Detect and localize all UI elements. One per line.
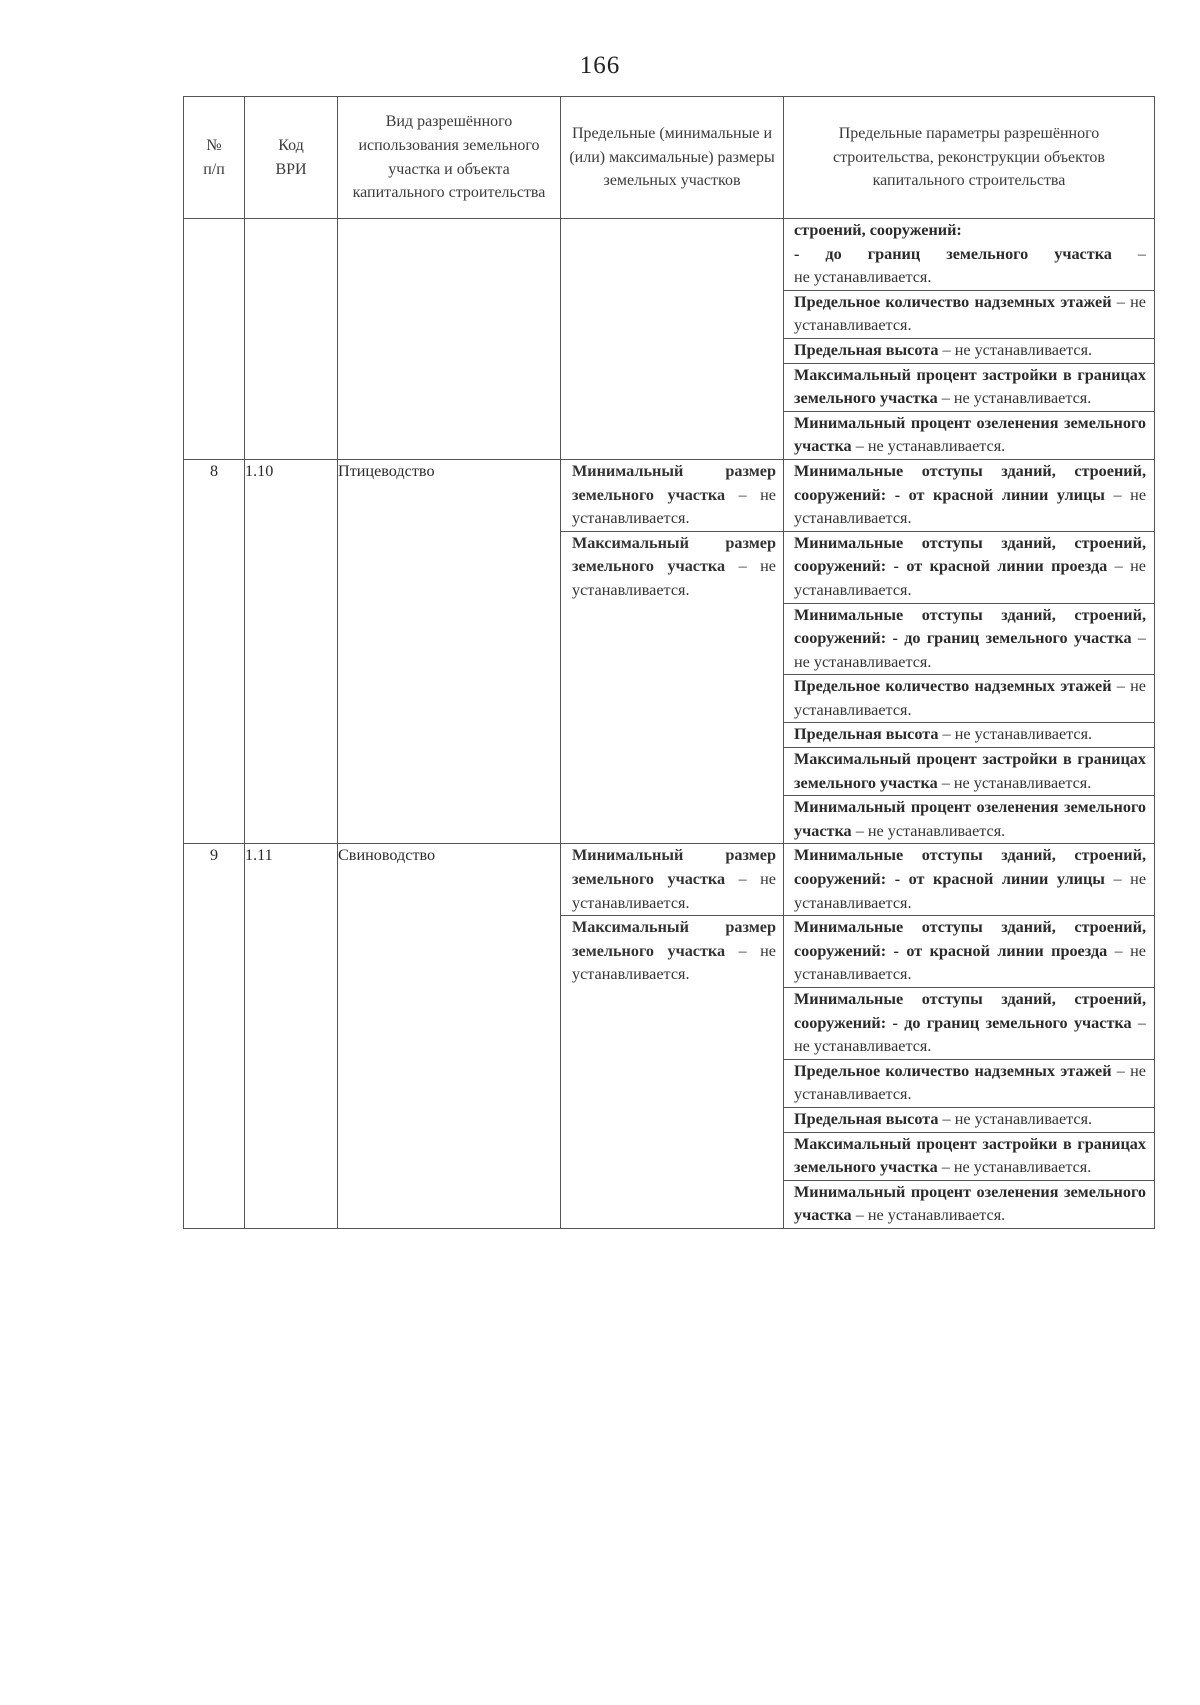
table-row-continuation: [184, 219, 1155, 460]
param-item: [784, 532, 1154, 604]
param-plain: – не устанавливается.: [794, 292, 1146, 335]
cont-size-cell: [561, 219, 784, 460]
param-plain: не устанавливается.: [794, 268, 932, 287]
param-plain: – не устанавливается.: [938, 725, 1093, 744]
limit-plain: – не устанавливается.: [572, 941, 776, 984]
param-plain: – не устанавливается.: [794, 677, 1146, 719]
param-item: [784, 412, 1154, 459]
limit-bold: Максимальный размер земельного участка: [572, 918, 776, 960]
param-bold2: - от красной линии проезда: [893, 941, 1108, 960]
header-number: [184, 97, 245, 219]
header-use-text: Вид разрешённого использования земельного участка и объекта капитального строительства: [352, 113, 546, 202]
param-item: [784, 796, 1154, 843]
param-bold: Предельное количество надземных этажей: [794, 677, 1112, 696]
param-item: [784, 748, 1154, 796]
param-bold: Минимальный процент озеленения земельного участка: [794, 798, 1146, 840]
limit-bold: Минимальный размер земельного участка: [572, 846, 776, 889]
param-bold: Максимальный процент застройки в границах земельного участка: [794, 1134, 1146, 1177]
param-item: [784, 291, 1154, 339]
param-plain: – не устанавливается.: [794, 629, 1147, 671]
param-bold: Предельная высота: [794, 725, 939, 744]
param-plain: – не устанавливается.: [794, 485, 1147, 528]
param-item: [784, 364, 1154, 412]
param-plain: – не устанавливается.: [938, 1109, 1093, 1128]
param-bold2: - от красной линии проезда: [893, 557, 1108, 576]
param-bold: Максимальный процент застройки в границах земельного участка: [794, 750, 1146, 792]
param-plain: – не устанавливается.: [794, 941, 1146, 984]
param-item: [784, 339, 1154, 364]
regulations-table: [183, 96, 1155, 1229]
limit-plain: – не устанавливается.: [572, 557, 776, 599]
limit-bold: Минимальный размер земельного участка: [572, 461, 776, 504]
param-plain: – не устанавливается.: [937, 389, 1092, 408]
param-plain: – не устанавливается.: [851, 1206, 1006, 1225]
param-plain: – не устанавливается.: [794, 870, 1147, 912]
row-number: 9: [184, 844, 245, 1229]
param-bold: Предельное количество надземных этажей: [794, 292, 1112, 311]
param-bold2: - от красной линии улицы: [894, 870, 1105, 889]
param-bold: Предельная высота: [794, 340, 939, 359]
header-params-text: Предельные параметры разрешённого строительства, реконструкции объектов капитального строительства: [833, 125, 1105, 190]
param-dash: –: [1111, 244, 1147, 263]
param-item: [784, 460, 1154, 532]
param-item: [784, 844, 1154, 916]
param-bold: Минимальные отступы зданий, строений, сооружений:: [794, 846, 1146, 889]
header-code: [245, 97, 338, 219]
param-item: [784, 219, 1154, 291]
header-size-text: Предельные (минимальные и (или) максимальные) размеры земельных участков: [569, 125, 775, 190]
param-plain: – не устанавливается.: [937, 1158, 1092, 1177]
param-bold: Минимальный процент озеленения земельного участка: [794, 413, 1146, 456]
row-limits-cell: [561, 844, 784, 1229]
param-plain: – не устанавливается.: [794, 1061, 1146, 1104]
limit-plain: – не устанавливается.: [572, 870, 776, 912]
limit-item: [561, 844, 783, 916]
row-number: 8: [184, 459, 245, 844]
param-item: [784, 988, 1154, 1060]
param-bold: Минимальные отступы зданий, строений, сооружений:: [794, 461, 1146, 504]
cont-use-cell: [338, 219, 561, 460]
table-header-row: [184, 97, 1155, 219]
param-bold: Минимальные отступы зданий, строений, сооружений:: [794, 918, 1146, 960]
param-bold: Предельная высота: [794, 1109, 939, 1128]
row-params-cell: [784, 844, 1155, 1229]
row-code: 1.10: [245, 459, 338, 844]
row-code: 1.11: [245, 844, 338, 1229]
row-limits-cell: [561, 459, 784, 844]
header-number-text: № п/п: [203, 136, 225, 178]
header-code-text: Код ВРИ: [275, 136, 307, 178]
param-plain: – не устанавливается.: [938, 340, 1093, 359]
param-plain: – не устанавливается.: [794, 1013, 1147, 1056]
param-bold2: - от красной линии улицы: [894, 485, 1105, 504]
row-params-cell: [784, 459, 1155, 844]
limit-plain: – не устанавливается.: [572, 485, 776, 528]
header-use: [338, 97, 561, 219]
header-params: [784, 97, 1155, 219]
param-item: [784, 1133, 1154, 1181]
cont-num-cell: [184, 219, 245, 460]
param-bold2: - до границ земельного участка: [892, 629, 1132, 648]
param-bold: Минимальные отступы зданий, строений, сооружений:: [794, 533, 1146, 576]
cont-code-cell: [245, 219, 338, 460]
page-number: 166: [579, 52, 621, 79]
cont-params-cell: [784, 219, 1155, 460]
param-bold2: - до границ земельного участка: [892, 1013, 1132, 1032]
limit-item: [561, 916, 783, 987]
row-use: Свиноводство: [338, 844, 561, 1229]
param-item: [784, 916, 1154, 988]
limit-item: [561, 532, 783, 603]
limit-item: [561, 460, 783, 532]
header-size: [561, 97, 784, 219]
param-item: [784, 723, 1154, 748]
param-item: [784, 1060, 1154, 1108]
param-plain: – не устанавливается.: [937, 773, 1092, 792]
param-line: [794, 243, 1146, 267]
param-item: [784, 604, 1154, 676]
param-bold2: - до границ земельного участка: [794, 244, 1112, 263]
param-plain: – не устанавливается.: [794, 557, 1146, 599]
param-bold: Минимальные отступы зданий, строений, сооружений:: [794, 990, 1146, 1032]
param-bold: Минимальный процент озеленения земельного участка: [794, 1182, 1146, 1225]
table-row: [184, 459, 1155, 844]
param-bold: Минимальные отступы зданий, строений, сооружений:: [794, 605, 1146, 648]
param-bold: Предельное количество надземных этажей: [794, 1061, 1112, 1080]
param-plain: – не устанавливается.: [851, 821, 1006, 840]
row-use: Птицеводство: [338, 459, 561, 844]
param-item: [784, 1181, 1154, 1228]
param-plain: – не устанавливается.: [851, 437, 1006, 456]
param-bold: строений, сооружений:: [794, 221, 962, 239]
table-row: [184, 844, 1155, 1229]
param-item: [784, 675, 1154, 723]
param-bold: Максимальный процент застройки в границах земельного участка: [794, 365, 1146, 408]
limit-bold: Максимальный размер земельного участка: [572, 533, 776, 576]
param-item: [784, 1108, 1154, 1133]
